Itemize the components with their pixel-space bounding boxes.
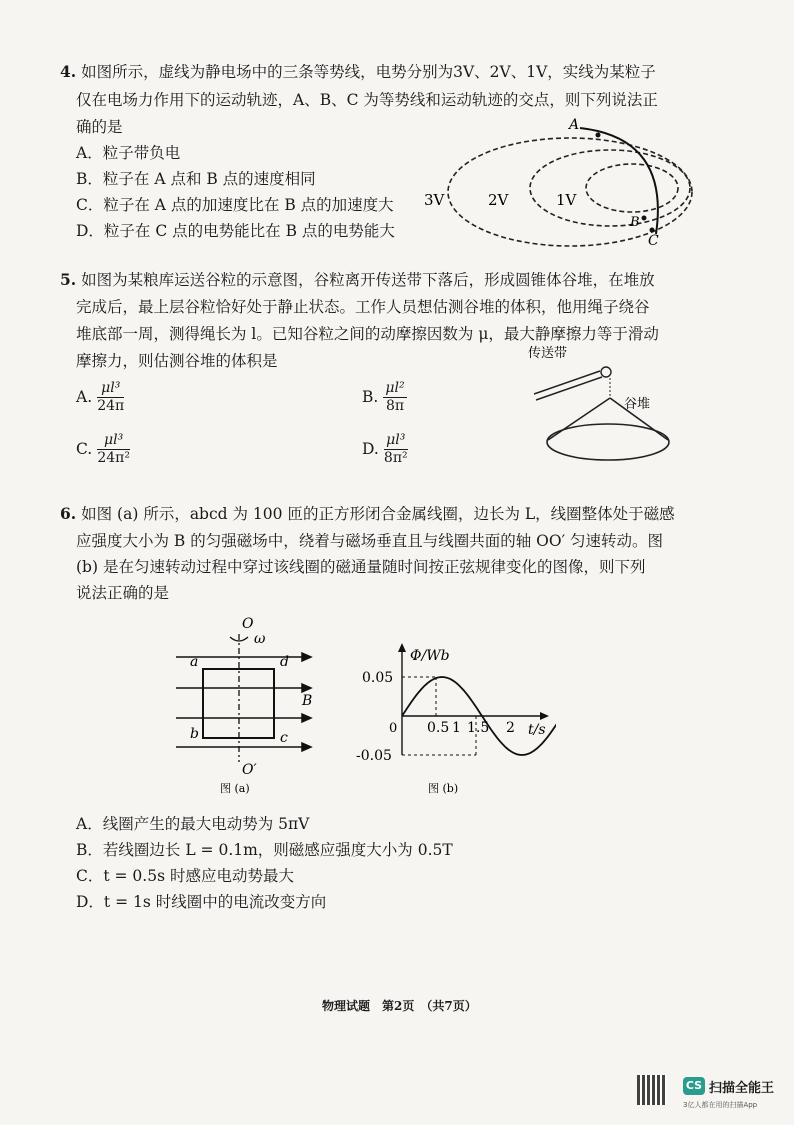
q4-option-d[interactable]: D．粒子在 C 点的电势能比在 B 点的电势能大 (76, 222, 395, 240)
label-grain-pile: 谷堆 (624, 397, 651, 412)
label-2v: 2V (488, 191, 509, 209)
y-tick-max: 0.05 (362, 670, 394, 686)
equipotential-1v (586, 164, 678, 212)
q4-option-c[interactable]: C．粒子在 A 点的加速度比在 B 点的加速度大 (76, 196, 394, 214)
label-3v: 3V (424, 191, 445, 209)
qr-code-icon (637, 1075, 667, 1105)
label-omega: ω (254, 631, 266, 647)
label-conveyor: 传送带 (528, 346, 568, 361)
q6-stem-line2: 应强度大小为 B 的匀强磁场中，绕着与磁场垂直且与线圈共面的轴 OO′ 匀速转动。图 (76, 532, 664, 550)
y-tick-min: -0.05 (356, 748, 392, 764)
y-axis-arrow (398, 643, 406, 652)
q5-number: 5. (60, 270, 77, 289)
equipotential-2v (530, 150, 690, 226)
label-o: O (242, 616, 254, 632)
q5-option-c-fraction: $\frac{\text{μl³}}{\text{24π²}}$ (97, 432, 130, 466)
q6-stem-line1: 6. 如图 (a) 所示，abcd 为 100 匝的正方形闭合金属线圈，边长为 L，线圈整体处于磁感 (60, 504, 675, 523)
q6-option-c[interactable]: C．t = 0.5s 时感应电动势最大 (76, 867, 294, 885)
q4-stem-line1: 4. 如图所示，虚线为静电场中的三条等势线，电势分别为3V、2V、1V，实线为某粒子 (60, 62, 656, 81)
label-o-prime: O′ (242, 762, 257, 778)
scanner-app-name: 扫描全能王 (709, 1081, 775, 1096)
x-tick-1-5: 1.5 (467, 720, 490, 736)
label-a: a (190, 654, 199, 670)
label-1v: 1V (556, 191, 577, 209)
q5-option-a[interactable]: A. $\frac{\text{μl³}}{24\pi}$ (76, 380, 125, 414)
q5-stem-line4: 摩擦力，则估测谷堆的体积是 (76, 352, 278, 370)
x-axis-label: t/s (528, 722, 546, 738)
q4-stem-line2: 仅在电场力作用下的运动轨迹，A、B、C 为等势线和运动轨迹的交点，则下列说法正 (76, 91, 658, 109)
conveyor-belt-top (534, 371, 600, 394)
q5-option-b-fraction: $\frac{\text{μl²}}{8\pi}$ (385, 380, 405, 414)
x-tick-1: 1 (452, 720, 461, 736)
cone-base (547, 424, 669, 460)
q6-stem-line3: (b) 是在匀速转动过程中穿过该线圈的磁通量随时间按正弦规律变化的图像，则下列 (76, 558, 646, 576)
q4-stem-line3: 确的是 (76, 118, 123, 136)
conveyor-pulley (601, 367, 611, 377)
cs-logo-icon: CS (683, 1077, 705, 1095)
q5-grain-pile-figure (520, 338, 670, 468)
x-tick-2: 2 (506, 720, 515, 736)
x-axis-arrow (540, 712, 549, 720)
y-axis-label: Φ/Wb (410, 648, 450, 664)
q4-option-b[interactable]: B．粒子在 A 点和 B 点的速度相同 (76, 170, 316, 188)
q6-option-a[interactable]: A．线圈产生的最大电动势为 5πV (76, 815, 310, 833)
conveyor-belt-bottom (536, 377, 602, 400)
label-d: d (280, 654, 289, 670)
label-point-b: B (630, 215, 640, 230)
label-field-b: B (302, 693, 313, 709)
q6-stem-line4: 说法正确的是 (76, 584, 170, 602)
q6-figure-a (168, 614, 328, 794)
point-b-dot (642, 216, 647, 221)
page-footer: 物理试题 第2页 （共7页） (322, 999, 477, 1013)
q6-option-b[interactable]: B．若线圈边长 L = 0.1m，则磁感应强度大小为 0.5T (76, 841, 453, 859)
q5-option-b[interactable]: B. $\frac{\text{μl²}}{8\pi}$ (362, 380, 405, 414)
q6-option-d[interactable]: D．t = 1s 时线圈中的电流改变方向 (76, 893, 327, 911)
q5-stem-line3: 堆底部一周，测得绳长为 l。已知谷粒之间的动摩擦因数为 μ，最大静摩擦力等于滑动 (76, 325, 659, 343)
q5-stem-line1: 5. 如图为某粮库运送谷粒的示意图，谷粒离开传送带下落后，形成圆锥体谷堆，在堆放 (60, 270, 655, 289)
q5-option-a-fraction: $\frac{\text{μl³}}{24\pi}$ (97, 380, 125, 414)
x-tick-0-5: 0.5 (427, 720, 450, 736)
caption-fig-b: 图 (b) (428, 782, 459, 795)
q5-option-d[interactable]: D. $\frac{\text{μl³}}{\text{8π²}}$ (362, 432, 408, 466)
q5-option-d-fraction: $\frac{\text{μl³}}{\text{8π²}}$ (383, 432, 408, 466)
origin-label: 0 (389, 721, 398, 736)
label-c: c (280, 730, 288, 746)
caption-fig-a: 图 (a) (220, 782, 250, 794)
q4-number: 4. (60, 62, 77, 81)
label-point-c: C (648, 233, 659, 249)
q4-option-a[interactable]: A．粒子带负电 (76, 144, 181, 162)
label-b: b (190, 726, 199, 742)
q6-number: 6. (60, 504, 77, 523)
point-a-dot (596, 133, 601, 138)
label-point-a: A (569, 117, 580, 133)
q6-figure-b-chart (336, 640, 556, 795)
point-c-dot (650, 228, 655, 233)
q5-option-c[interactable]: C. $\frac{\text{μl³}}{\text{24π²}}$ (76, 432, 130, 466)
q4-equipotential-figure (420, 108, 700, 258)
q5-stem-line2: 完成后，最上层谷粒恰好处于静止状态。工作人员想估测谷堆的体积，他用绳子绕谷 (76, 298, 650, 316)
scanner-app-tagline: 3亿人都在用的扫描App (683, 1101, 758, 1109)
